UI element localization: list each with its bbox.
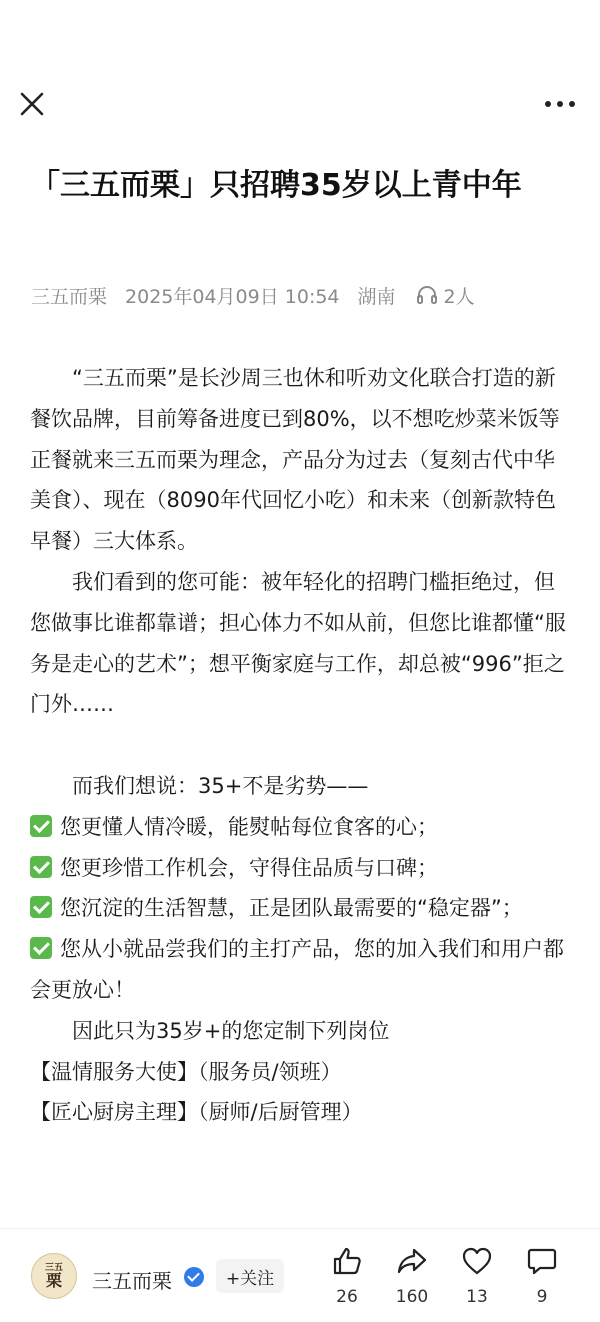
paragraph-intro: “三五而栗”是长沙周三也休和听劝文化联合打造的新餐饮品牌，目前筹备进度已到80%，以不想吃炒菜米饭等正餐就来三五而栗为理念，产品分为过去（复刻古代中华美食）、现在（8090年代回忆小吃）和未来（创新款特色早餐）三大体系。 — [30, 366, 560, 554]
checkmark-icon — [30, 856, 52, 878]
thumbs-up-icon — [331, 1245, 363, 1277]
like-count: 26 — [336, 1287, 358, 1307]
listen-count-label: 2人 — [443, 285, 475, 308]
checklist-item — [30, 848, 575, 889]
account-avatar[interactable] — [31, 1253, 77, 1299]
favorite-button[interactable] — [449, 1245, 505, 1315]
checklist-text: 您更懂人情冷暖，能熨帖每位食客的心； — [60, 814, 438, 839]
checklist-text: 您沉淀的生活智慧，正是团队最需要的“稳定器”； — [60, 896, 523, 921]
verified-badge-icon — [184, 1267, 204, 1287]
listen-count[interactable] — [416, 282, 475, 309]
article-title: 「三五而栗」只招聘35岁以上青中年 — [30, 168, 522, 203]
close-button[interactable] — [16, 88, 48, 120]
position-item: 【温情服务大使】（服务员/领班） — [30, 1059, 342, 1084]
checklist-text: 您从小就品尝我们的主打产品，您的加入我们和用户都会更放心！ — [30, 937, 564, 1002]
content-fade — [0, 1205, 600, 1229]
comment-icon — [526, 1245, 558, 1277]
share-icon — [396, 1245, 428, 1277]
share-button[interactable] — [384, 1245, 440, 1315]
checklist-text: 您更珍惜工作机会，守得住品质与口碑； — [60, 855, 438, 880]
checklist-item — [30, 807, 575, 848]
top-bar — [0, 80, 600, 128]
positions-intro: 因此只为35岁+的您定制下列岗位 — [72, 1018, 390, 1043]
meta-region: 湖南 — [357, 285, 396, 308]
meta-datetime: 2025年04月09日 10:54 — [125, 285, 340, 308]
paragraph-gap — [30, 725, 575, 766]
account-name[interactable]: 三五而栗 — [92, 1269, 172, 1293]
avatar-text-main: 栗 — [45, 1271, 62, 1290]
checklist-item — [30, 929, 575, 1011]
follow-button[interactable]: +关注 — [216, 1259, 284, 1293]
like-button[interactable] — [319, 1245, 375, 1315]
bottom-action-bar — [0, 1228, 600, 1322]
heart-icon — [461, 1245, 493, 1277]
checklist-item — [30, 888, 575, 929]
share-count: 160 — [395, 1287, 429, 1307]
paragraph-audience: 我们看到的您可能：被年轻化的招聘门槛拒绝过，但您做事比谁都靠谱；担心体力不如从前，但您比谁都懂“服务是走心的艺术”；想平衡家庭与工作，却总被“996”拒之门外…… — [30, 569, 566, 717]
paragraph-statement: 而我们想说：35+不是劣势—— — [72, 773, 369, 798]
article-meta — [31, 281, 576, 309]
meta-author[interactable]: 三五而栗 — [31, 285, 108, 308]
checkmark-icon — [30, 937, 52, 959]
close-icon — [16, 88, 48, 120]
more-options-button[interactable] — [540, 88, 580, 120]
comment-button[interactable] — [514, 1245, 570, 1315]
avatar-text-top: 三五 — [44, 1263, 63, 1273]
more-icon — [540, 88, 580, 120]
checkmark-icon — [30, 896, 52, 918]
favorite-count: 13 — [466, 1287, 488, 1307]
position-item: 【匠心厨房主理】（厨师/后厨管理） — [30, 1100, 363, 1125]
checkmark-icon — [30, 815, 52, 837]
article-body — [30, 358, 575, 1133]
headphones-icon — [416, 284, 438, 306]
comment-count: 9 — [536, 1287, 548, 1307]
